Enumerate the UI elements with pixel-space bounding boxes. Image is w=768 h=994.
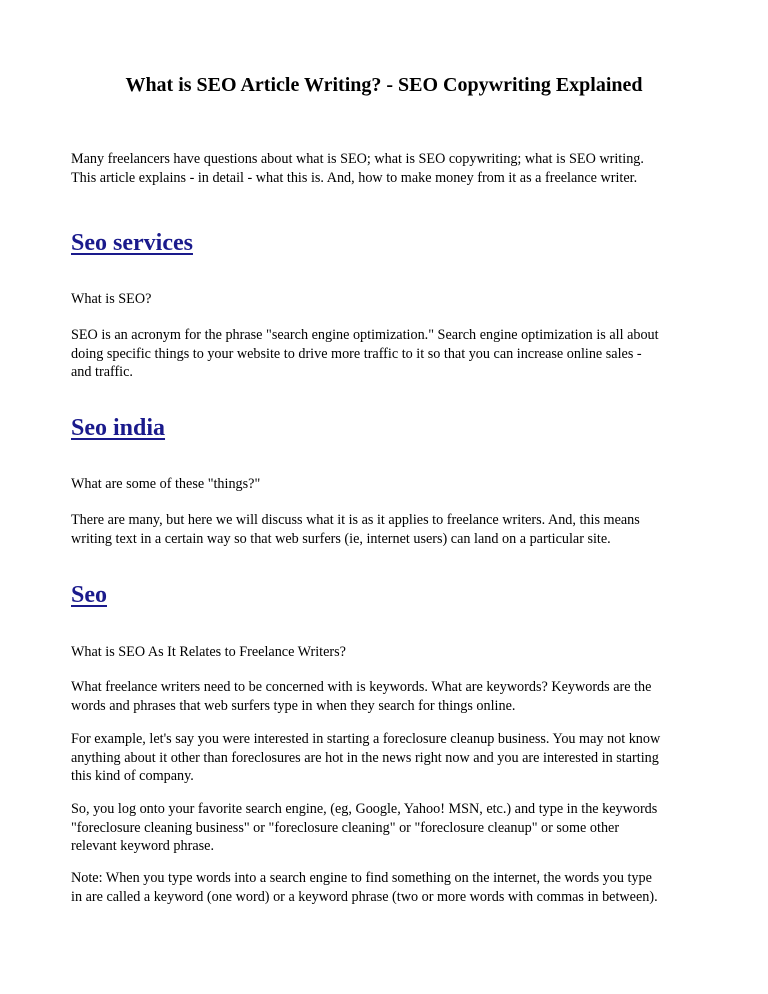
paragraph-line: words and phrases that web surfers type in when they search for things online.: [71, 697, 516, 714]
body-paragraph: [71, 800, 721, 856]
answer-line: doing specific things to your website to drive more traffic to it so that you can increase online sales -: [71, 345, 642, 362]
paragraph-line: anything about it other than foreclosures are hot in the news right now and you are interested in starting: [71, 749, 659, 766]
body-paragraph: [71, 869, 721, 906]
answer-line: There are many, but here we will discuss what it is as it applies to freelance writers. And, this means: [71, 512, 640, 528]
section-question: What is SEO As It Relates to Freelance Writers?: [71, 644, 346, 660]
answer-line: SEO is an acronym for the phrase "search engine optimization." Search engine optimization is all about: [71, 327, 659, 343]
paragraph-line: "foreclosure cleaning business" or "foreclosure cleaning" or "foreclosure cleanup" or some other: [71, 819, 620, 836]
section-answer: [71, 511, 721, 548]
section-heading-seo: [71, 580, 107, 610]
paragraph-line: this kind of company.: [71, 768, 194, 784]
paragraph-line: So, you log onto your favorite search engine, (eg, Google, Yahoo! MSN, etc.) and type in the keywords: [71, 801, 658, 817]
section-answer: [71, 326, 721, 382]
paragraph-line: What freelance writers need to be concerned with is keywords. What are keywords? Keywords are the: [71, 679, 652, 695]
body-paragraph: [71, 678, 721, 715]
paragraph-line: For example, let's say you were interested in starting a foreclosure cleanup business. You may not know: [71, 731, 661, 747]
body-paragraph: [71, 730, 721, 786]
section-heading-seo-services: [71, 228, 193, 258]
answer-line: writing text in a certain way so that web surfers (ie, internet users) can land on a particular site.: [71, 530, 611, 547]
paragraph-line: relevant keyword phrase.: [71, 838, 214, 854]
seo-link[interactable]: Seo: [71, 582, 107, 608]
page-title: What is SEO Article Writing? - SEO Copywriting Explained: [125, 74, 643, 96]
section-question: What are some of these "things?": [71, 476, 261, 492]
paragraph-line: in are called a keyword (one word) or a keyword phrase (two or more words with commas in between).: [71, 888, 658, 905]
answer-line: and traffic.: [71, 364, 133, 380]
intro-paragraph: [71, 150, 721, 187]
seo-india-link[interactable]: Seo india: [71, 415, 166, 441]
section-question: What is SEO?: [71, 291, 152, 307]
section-heading-seo-india: [71, 413, 165, 443]
intro-line: This article explains - in detail - what this is. And, how to make money from it as a freelance writer.: [71, 169, 638, 186]
paragraph-line: Note: When you type words into a search engine to find something on the internet, the words you type: [71, 870, 652, 886]
intro-line: Many freelancers have questions about what is SEO; what is SEO copywriting; what is SEO writing.: [71, 151, 644, 167]
seo-services-link[interactable]: Seo services: [71, 230, 193, 256]
